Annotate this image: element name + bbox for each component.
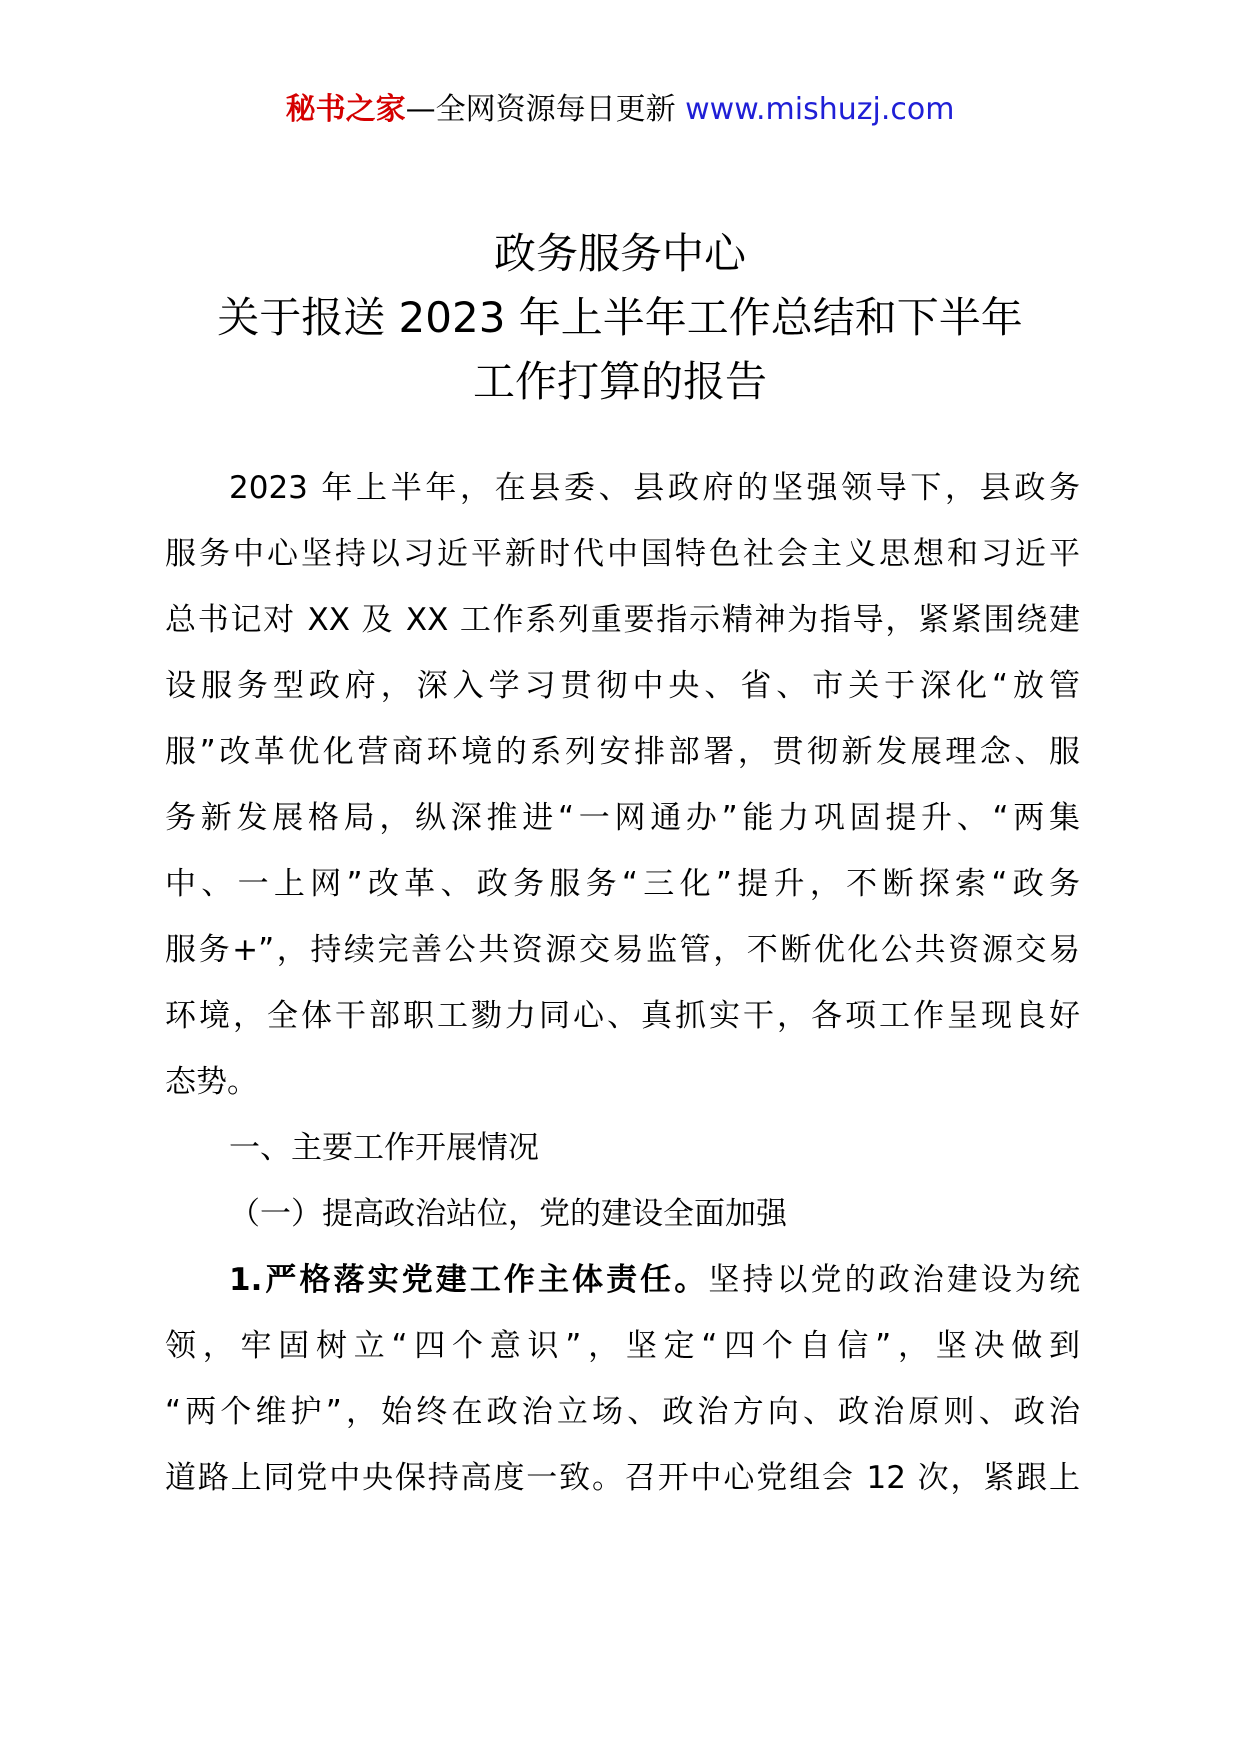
item-1-line: 道路上同党中央保持高度一致。召开中心党组会 12 次，紧跟上 [165,1460,1080,1496]
intro-line: 服务+”，持续完善公共资源交易监管，不断优化公共资源交易 [165,932,1080,968]
intro-line: 中、一上网”改革、政务服务“三化”提升，不断探索“政务 [165,866,1080,902]
document-body [165,455,1080,1511]
intro-line: 服务中心坚持以习近平新时代中国特色社会主义思想和习近平 [165,536,1080,572]
section-subheading: （一）提高政治站位，党的建设全面加强 [229,1196,787,1232]
intro-line: 务新发展格局，纵深推进“一网通办”能力巩固提升、“两集 [165,800,1080,836]
intro-line: 2023 年上半年，在县委、县政府的坚强领导下，县政务 [229,470,1080,506]
item-1-first-line [165,1247,1080,1313]
header-slogan: —全网资源每日更新 [405,92,686,127]
header-url-link[interactable]: www.mishuzj.com [685,92,955,127]
header-brand: 秘书之家 [285,92,406,127]
intro-line: 环境，全体干部职工勠力同心、真抓实干，各项工作呈现良好 [165,998,1080,1034]
site-header [0,88,1240,132]
title-line-1: 政务服务中心 [493,229,746,278]
intro-line: 服”改革优化营商环境的系列安排部署，贯彻新发展理念、服 [165,734,1080,770]
intro-line: 总书记对 XX 及 XX 工作系列重要指示精神为指导，紧紧围绕建 [165,602,1080,638]
item-1-line: 领，牢固树立“四个意识”，坚定“四个自信”，坚决做到 [165,1328,1080,1364]
document-title [0,222,1240,414]
intro-line: 态势。 [165,1064,258,1100]
item-1-title: 1.严格落实党建工作主体责任。 [229,1262,709,1298]
item-1-line: “两个维护”，始终在政治立场、政治方向、政治原则、政治 [165,1394,1080,1430]
title-line-2: 关于报送 2023 年上半年工作总结和下半年 [217,293,1023,342]
intro-line: 设服务型政府，深入学习贯彻中央、省、市关于深化“放管 [165,668,1080,704]
section-heading: 一、主要工作开展情况 [229,1130,539,1166]
title-line-3: 工作打算的报告 [472,357,767,406]
item-1-text: 坚持以党的政治建设为统 [708,1262,1080,1298]
